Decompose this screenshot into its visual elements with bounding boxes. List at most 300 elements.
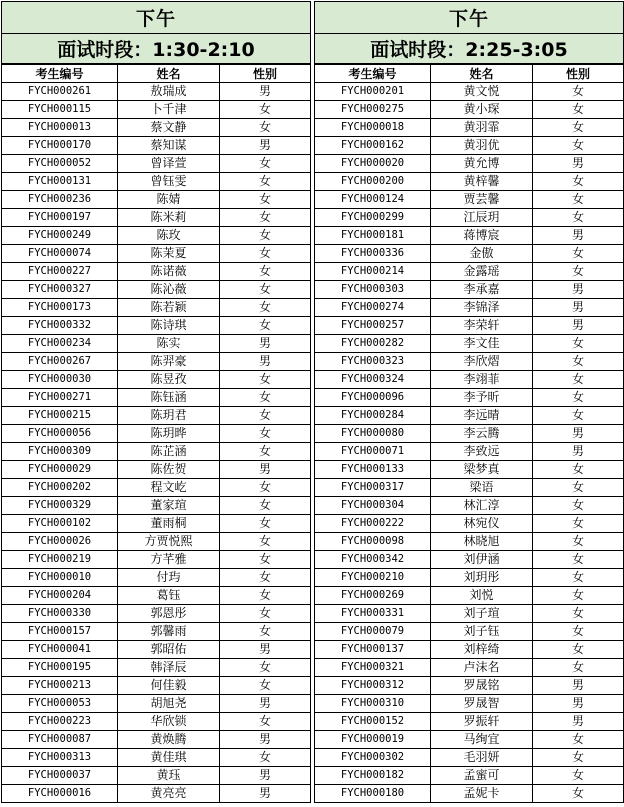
table-row [2, 389, 311, 407]
candidate-id-cell: FYCH000309 [2, 443, 118, 461]
table-row [2, 425, 311, 443]
candidate-gender-cell: 女 [533, 587, 624, 605]
candidate-gender-cell: 女 [220, 119, 311, 137]
candidate-id-cell: FYCH000096 [315, 389, 431, 407]
candidate-gender-cell: 女 [220, 479, 311, 497]
candidate-gender-cell: 女 [220, 533, 311, 551]
candidate-name-cell: 孟蜜可 [431, 767, 533, 785]
candidate-gender-cell: 女 [220, 605, 311, 623]
candidate-id-cell: FYCH000087 [2, 731, 118, 749]
candidate-name-cell: 黄佳琪 [118, 749, 220, 767]
candidate-name-cell: 蔡知谋 [118, 137, 220, 155]
candidate-name-cell: 陈玥晔 [118, 425, 220, 443]
candidate-gender-cell: 女 [220, 587, 311, 605]
candidate-name-cell: 陈米莉 [118, 209, 220, 227]
candidate-name-cell: 李予昕 [431, 389, 533, 407]
candidate-name-cell: 陈羿豪 [118, 353, 220, 371]
candidate-name-cell: 方芊雅 [118, 551, 220, 569]
table-row [2, 695, 311, 713]
candidate-gender-cell: 女 [533, 767, 624, 785]
candidate-gender-cell: 女 [533, 659, 624, 677]
candidate-id-cell: FYCH000080 [315, 425, 431, 443]
candidate-name-cell: 孟妮卡 [431, 785, 533, 803]
candidate-name-cell: 程文屹 [118, 479, 220, 497]
candidate-id-cell: FYCH000162 [315, 137, 431, 155]
candidate-gender-cell: 女 [533, 83, 624, 101]
candidate-gender-cell: 女 [220, 713, 311, 731]
candidate-gender-cell: 男 [220, 731, 311, 749]
candidate-id-cell: FYCH000010 [2, 569, 118, 587]
candidate-name-cell: 葛钰 [118, 587, 220, 605]
table-row [315, 641, 624, 659]
candidate-gender-cell: 男 [220, 695, 311, 713]
table-row [2, 713, 311, 731]
table-row [315, 353, 624, 371]
table-row [315, 497, 624, 515]
table-row [2, 191, 311, 209]
candidate-gender-cell: 女 [220, 623, 311, 641]
table-row [2, 623, 311, 641]
table-row [2, 209, 311, 227]
candidate-name-cell: 陈玫 [118, 227, 220, 245]
column-header-name: 姓名 [118, 64, 220, 83]
schedule-sheet [1, 1, 623, 806]
candidate-id-cell: FYCH000152 [315, 713, 431, 731]
candidate-name-cell: 黄亮亮 [118, 785, 220, 803]
candidate-id-cell: FYCH000041 [2, 641, 118, 659]
candidate-gender-cell: 女 [220, 173, 311, 191]
candidate-id-cell: FYCH000299 [315, 209, 431, 227]
candidate-name-cell: 毛羽妍 [431, 749, 533, 767]
table-row [2, 659, 311, 677]
candidate-name-cell: 蒋博宸 [431, 227, 533, 245]
candidate-gender-cell: 女 [533, 533, 624, 551]
candidate-id-cell: FYCH000029 [2, 461, 118, 479]
candidate-name-cell: 何佳毅 [118, 677, 220, 695]
table-row [315, 551, 624, 569]
candidate-gender-cell: 女 [220, 155, 311, 173]
candidate-name-cell: 陈实 [118, 335, 220, 353]
candidate-name-cell: 黄羽霏 [431, 119, 533, 137]
table-row [315, 245, 624, 263]
candidate-id-cell: FYCH000037 [2, 767, 118, 785]
candidate-id-cell: FYCH000332 [2, 317, 118, 335]
table-row [2, 83, 311, 101]
candidate-name-cell: 黄小琛 [431, 101, 533, 119]
candidate-id-cell: FYCH000137 [315, 641, 431, 659]
candidate-gender-cell: 男 [533, 677, 624, 695]
time-slot-title: 面试时段：2:25-3:05 [315, 34, 624, 65]
candidate-gender-cell: 女 [220, 389, 311, 407]
candidate-name-cell: 林汇淳 [431, 497, 533, 515]
candidate-id-cell: FYCH000195 [2, 659, 118, 677]
candidate-id-cell: FYCH000327 [2, 281, 118, 299]
candidate-gender-cell: 女 [220, 515, 311, 533]
table-row [2, 173, 311, 191]
table-row [2, 479, 311, 497]
candidate-name-cell: 董雨桐 [118, 515, 220, 533]
candidate-gender-cell: 男 [220, 83, 311, 101]
candidate-name-cell: 黄允博 [431, 155, 533, 173]
table-row [315, 461, 624, 479]
table-row [2, 497, 311, 515]
table-row [315, 317, 624, 335]
table-row [2, 137, 311, 155]
candidate-gender-cell: 女 [220, 569, 311, 587]
candidate-name-cell: 李承嘉 [431, 281, 533, 299]
column-header-name: 姓名 [431, 64, 533, 83]
table-row [2, 785, 311, 803]
candidate-gender-cell: 女 [533, 479, 624, 497]
table-row [2, 155, 311, 173]
candidate-id-cell: FYCH000026 [2, 533, 118, 551]
table-row [2, 569, 311, 587]
candidate-id-cell: FYCH000304 [315, 497, 431, 515]
candidate-id-cell: FYCH000079 [315, 623, 431, 641]
candidate-name-cell: 郭昭佑 [118, 641, 220, 659]
candidate-id-cell: FYCH000342 [315, 551, 431, 569]
candidate-gender-cell: 女 [533, 191, 624, 209]
candidate-name-cell: 陈玥君 [118, 407, 220, 425]
candidate-name-cell: 李致远 [431, 443, 533, 461]
table-row [2, 515, 311, 533]
table-row [2, 227, 311, 245]
table-row [315, 155, 624, 173]
candidate-gender-cell: 女 [220, 443, 311, 461]
candidate-name-cell: 刘悦 [431, 587, 533, 605]
candidate-id-cell: FYCH000321 [315, 659, 431, 677]
candidate-name-cell: 黄文悦 [431, 83, 533, 101]
candidate-gender-cell: 女 [533, 785, 624, 803]
candidate-gender-cell: 女 [220, 191, 311, 209]
table-row [2, 317, 311, 335]
candidate-id-cell: FYCH000018 [315, 119, 431, 137]
candidate-id-cell: FYCH000115 [2, 101, 118, 119]
table-row [2, 461, 311, 479]
candidate-gender-cell: 男 [533, 695, 624, 713]
candidate-id-cell: FYCH000202 [2, 479, 118, 497]
candidate-id-cell: FYCH000313 [2, 749, 118, 767]
candidate-gender-cell: 女 [220, 677, 311, 695]
candidate-name-cell: 陈茉夏 [118, 245, 220, 263]
candidate-id-cell: FYCH000056 [2, 425, 118, 443]
candidate-name-cell: 曾译萱 [118, 155, 220, 173]
candidate-id-cell: FYCH000052 [2, 155, 118, 173]
column-header-gender: 性别 [533, 64, 624, 83]
candidate-id-cell: FYCH000324 [315, 371, 431, 389]
candidate-gender-cell: 女 [220, 101, 311, 119]
candidate-name-cell: 贾芸馨 [431, 191, 533, 209]
table-row [315, 731, 624, 749]
table-row [2, 443, 311, 461]
candidate-gender-cell: 女 [220, 749, 311, 767]
table-row [2, 263, 311, 281]
candidate-id-cell: FYCH000282 [315, 335, 431, 353]
table-row [315, 785, 624, 803]
candidate-gender-cell: 女 [533, 119, 624, 137]
candidate-name-cell: 林晓旭 [431, 533, 533, 551]
table-row [315, 191, 624, 209]
table-row [315, 281, 624, 299]
candidate-id-cell: FYCH000302 [315, 749, 431, 767]
candidate-name-cell: 金露瑶 [431, 263, 533, 281]
table-row [2, 677, 311, 695]
candidate-name-cell: 梁梦真 [431, 461, 533, 479]
candidate-gender-cell: 女 [220, 659, 311, 677]
table-row [2, 101, 311, 119]
table-row [315, 389, 624, 407]
candidate-gender-cell: 女 [533, 137, 624, 155]
candidate-name-cell: 黄梓馨 [431, 173, 533, 191]
table-row [315, 767, 624, 785]
candidate-name-cell: 陈沁薇 [118, 281, 220, 299]
candidate-id-cell: FYCH000074 [2, 245, 118, 263]
candidate-gender-cell: 女 [533, 101, 624, 119]
candidate-id-cell: FYCH000329 [2, 497, 118, 515]
candidate-gender-cell: 女 [220, 497, 311, 515]
candidate-name-cell: 黄焕腾 [118, 731, 220, 749]
candidate-gender-cell: 女 [533, 497, 624, 515]
candidate-gender-cell: 女 [220, 407, 311, 425]
table-row [315, 119, 624, 137]
candidate-gender-cell: 女 [533, 515, 624, 533]
candidate-gender-cell: 女 [533, 749, 624, 767]
candidate-id-cell: FYCH000170 [2, 137, 118, 155]
candidate-id-cell: FYCH000236 [2, 191, 118, 209]
table-row [315, 335, 624, 353]
candidate-id-cell: FYCH000071 [315, 443, 431, 461]
candidate-gender-cell: 女 [220, 371, 311, 389]
candidate-gender-cell: 女 [533, 731, 624, 749]
table-row [2, 245, 311, 263]
candidate-id-cell: FYCH000180 [315, 785, 431, 803]
candidate-gender-cell: 男 [533, 155, 624, 173]
table-row [315, 173, 624, 191]
candidate-id-cell: FYCH000157 [2, 623, 118, 641]
candidate-name-cell: 刘梓绮 [431, 641, 533, 659]
candidate-gender-cell: 女 [220, 299, 311, 317]
table-row [315, 749, 624, 767]
table-row [315, 101, 624, 119]
candidate-name-cell: 梁语 [431, 479, 533, 497]
table-row [315, 443, 624, 461]
candidate-id-cell: FYCH000275 [315, 101, 431, 119]
candidate-gender-cell: 女 [533, 551, 624, 569]
candidate-gender-cell: 女 [533, 641, 624, 659]
table-row [315, 569, 624, 587]
candidate-id-cell: FYCH000249 [2, 227, 118, 245]
candidate-id-cell: FYCH000131 [2, 173, 118, 191]
table-row [315, 677, 624, 695]
candidate-id-cell: FYCH000284 [315, 407, 431, 425]
table-row [315, 605, 624, 623]
candidate-name-cell: 陈诺薇 [118, 263, 220, 281]
candidate-gender-cell: 女 [220, 317, 311, 335]
candidate-id-cell: FYCH000214 [315, 263, 431, 281]
table-row [2, 371, 311, 389]
candidate-name-cell: 罗晟智 [431, 695, 533, 713]
candidate-id-cell: FYCH000200 [315, 173, 431, 191]
candidate-name-cell: 刘子钰 [431, 623, 533, 641]
candidate-id-cell: FYCH000222 [315, 515, 431, 533]
candidate-gender-cell: 男 [220, 767, 311, 785]
column-header-id: 考生编号 [315, 64, 431, 83]
candidate-gender-cell: 女 [220, 209, 311, 227]
table-row [315, 479, 624, 497]
candidate-id-cell: FYCH000310 [315, 695, 431, 713]
candidate-name-cell: 韩泽辰 [118, 659, 220, 677]
candidate-id-cell: FYCH000204 [2, 587, 118, 605]
candidate-gender-cell: 女 [533, 173, 624, 191]
candidate-name-cell: 刘子瑄 [431, 605, 533, 623]
table-row [2, 119, 311, 137]
candidate-gender-cell: 女 [533, 461, 624, 479]
candidate-name-cell: 李锦泽 [431, 299, 533, 317]
table-row [315, 623, 624, 641]
candidate-gender-cell: 男 [220, 785, 311, 803]
table-row [315, 263, 624, 281]
candidate-id-cell: FYCH000201 [315, 83, 431, 101]
period-title: 下午 [2, 2, 311, 34]
table-row [315, 713, 624, 731]
table-row [2, 281, 311, 299]
candidate-id-cell: FYCH000016 [2, 785, 118, 803]
candidate-id-cell: FYCH000030 [2, 371, 118, 389]
candidate-id-cell: FYCH000215 [2, 407, 118, 425]
candidate-gender-cell: 女 [533, 605, 624, 623]
candidate-name-cell: 董家瑄 [118, 497, 220, 515]
candidate-gender-cell: 男 [533, 425, 624, 443]
table-row [315, 83, 624, 101]
candidate-id-cell: FYCH000317 [315, 479, 431, 497]
candidate-name-cell: 金傲 [431, 245, 533, 263]
candidate-gender-cell: 男 [533, 281, 624, 299]
candidate-gender-cell: 男 [220, 641, 311, 659]
candidate-id-cell: FYCH000257 [315, 317, 431, 335]
session-table-left [1, 1, 311, 803]
candidate-id-cell: FYCH000098 [315, 533, 431, 551]
candidate-gender-cell: 女 [220, 551, 311, 569]
candidate-id-cell: FYCH000331 [315, 605, 431, 623]
candidate-name-cell: 李远晴 [431, 407, 533, 425]
candidate-id-cell: FYCH000234 [2, 335, 118, 353]
candidate-name-cell: 陈若颖 [118, 299, 220, 317]
candidate-id-cell: FYCH000323 [315, 353, 431, 371]
candidate-id-cell: FYCH000330 [2, 605, 118, 623]
candidate-gender-cell: 女 [533, 263, 624, 281]
candidate-id-cell: FYCH000223 [2, 713, 118, 731]
table-row [315, 371, 624, 389]
candidate-id-cell: FYCH000267 [2, 353, 118, 371]
table-row [2, 335, 311, 353]
session-table-right [314, 1, 624, 803]
candidate-gender-cell: 女 [220, 227, 311, 245]
candidate-name-cell: 陈婧 [118, 191, 220, 209]
column-header-id: 考生编号 [2, 64, 118, 83]
table-row [315, 695, 624, 713]
candidate-name-cell: 马绚宜 [431, 731, 533, 749]
candidate-name-cell: 曾钰雯 [118, 173, 220, 191]
table-row [315, 515, 624, 533]
candidate-id-cell: FYCH000102 [2, 515, 118, 533]
candidate-id-cell: FYCH000173 [2, 299, 118, 317]
table-row [315, 587, 624, 605]
candidate-id-cell: FYCH000053 [2, 695, 118, 713]
candidate-gender-cell: 男 [533, 443, 624, 461]
time-slot-title: 面试时段：1:30-2:10 [2, 34, 311, 65]
table-row [315, 533, 624, 551]
candidate-gender-cell: 女 [533, 623, 624, 641]
candidate-id-cell: FYCH000303 [315, 281, 431, 299]
candidate-id-cell: FYCH000181 [315, 227, 431, 245]
candidate-name-cell: 罗振轩 [431, 713, 533, 731]
candidate-id-cell: FYCH000261 [2, 83, 118, 101]
column-header-gender: 性别 [220, 64, 311, 83]
candidate-name-cell: 林宛仪 [431, 515, 533, 533]
candidate-gender-cell: 女 [533, 245, 624, 263]
candidate-gender-cell: 男 [533, 713, 624, 731]
candidate-id-cell: FYCH000133 [315, 461, 431, 479]
candidate-gender-cell: 女 [220, 263, 311, 281]
candidate-name-cell: 方贾悦熙 [118, 533, 220, 551]
candidate-gender-cell: 男 [220, 461, 311, 479]
table-row [2, 407, 311, 425]
table-row [315, 299, 624, 317]
table-row [2, 731, 311, 749]
candidate-id-cell: FYCH000271 [2, 389, 118, 407]
candidate-name-cell: 刘玥彤 [431, 569, 533, 587]
candidate-id-cell: FYCH000210 [315, 569, 431, 587]
candidate-name-cell: 陈芷涵 [118, 443, 220, 461]
candidate-name-cell: 胡旭尧 [118, 695, 220, 713]
candidate-name-cell: 李欣熠 [431, 353, 533, 371]
candidate-gender-cell: 男 [533, 317, 624, 335]
table-row [315, 659, 624, 677]
candidate-gender-cell: 女 [533, 371, 624, 389]
table-row [315, 137, 624, 155]
candidate-gender-cell: 女 [533, 209, 624, 227]
candidate-gender-cell: 女 [220, 281, 311, 299]
candidate-name-cell: 罗晟铭 [431, 677, 533, 695]
candidate-name-cell: 陈诗琪 [118, 317, 220, 335]
candidate-id-cell: FYCH000182 [315, 767, 431, 785]
table-row [315, 407, 624, 425]
candidate-name-cell: 陈钰涵 [118, 389, 220, 407]
candidate-name-cell: 华欣锁 [118, 713, 220, 731]
candidate-name-cell: 郭恩彤 [118, 605, 220, 623]
candidate-id-cell: FYCH000336 [315, 245, 431, 263]
candidate-id-cell: FYCH000124 [315, 191, 431, 209]
candidate-gender-cell: 男 [220, 335, 311, 353]
table-row [2, 641, 311, 659]
candidate-name-cell: 陈佐贺 [118, 461, 220, 479]
candidate-id-cell: FYCH000019 [315, 731, 431, 749]
candidate-name-cell: 付玙 [118, 569, 220, 587]
candidate-name-cell: 江辰玥 [431, 209, 533, 227]
table-row [2, 767, 311, 785]
candidate-gender-cell: 女 [220, 425, 311, 443]
candidate-name-cell: 黄羽优 [431, 137, 533, 155]
candidate-name-cell: 蔡文静 [118, 119, 220, 137]
candidate-name-cell: 黄珏 [118, 767, 220, 785]
candidate-gender-cell: 女 [533, 353, 624, 371]
candidate-gender-cell: 女 [533, 407, 624, 425]
candidate-id-cell: FYCH000013 [2, 119, 118, 137]
candidate-id-cell: FYCH000269 [315, 587, 431, 605]
candidate-name-cell: 陈昱孜 [118, 371, 220, 389]
table-row [2, 749, 311, 767]
table-row [2, 533, 311, 551]
